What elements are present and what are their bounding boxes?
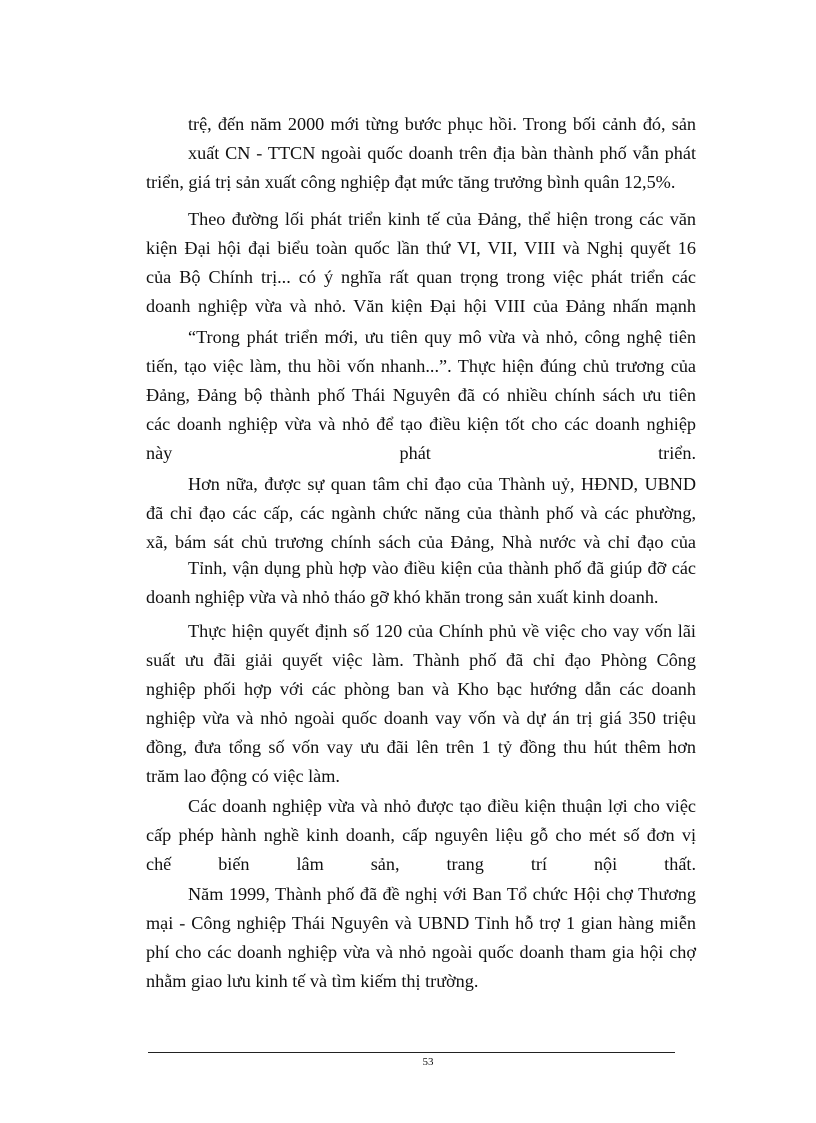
paragraph-4 [146, 470, 696, 557]
paragraph-7 [146, 792, 696, 879]
paragraph-5 [146, 554, 696, 612]
text-line: Hơn nữa, được sự quan tâm chỉ đạo của Thành uỷ, HĐND, UBND [188, 474, 696, 494]
footer-divider [148, 1052, 675, 1053]
text-line: Thực hiện quyết định số 120 của Chính phủ về việc cho vay vốn lãi [188, 621, 696, 641]
text-line: doanh nghiệp vừa và nhỏ tháo gỡ khó khăn trong sản xuất kinh doanh. [146, 587, 659, 607]
text-line: Năm 1999, Thành phố đã đề nghị với Ban Tổ chức Hội chợ Thương [188, 884, 696, 904]
text-line: nghiệp vừa và nhỏ ngoài quốc doanh vay vốn và dự án trị giá 350 triệu [146, 708, 696, 728]
paragraph-8 [146, 880, 696, 996]
text-line: nhằm giao lưu kinh tế và tìm kiếm thị trường. [146, 971, 479, 991]
text-line: xuất CN - TTCN ngoài quốc doanh trên địa bàn thành phố vẫn phát [188, 143, 696, 163]
text-line: tiến, tạo việc làm, thu hồi vốn nhanh...”. Thực hiện đúng chủ trương của [146, 356, 696, 376]
text-line: Tỉnh, vận dụng phù hợp vào điều kiện của thành phố đã giúp đỡ các [188, 558, 696, 578]
text-line: suất ưu đãi giải quyết việc làm. Thành phố đã chỉ đạo Phòng Công [146, 650, 696, 670]
text-line: cấp phép hành nghề kinh doanh, cấp nguyên liệu gỗ cho mét số đơn vị [146, 825, 696, 845]
text-line: phí cho các doanh nghiệp vừa và nhỏ ngoài quốc doanh tham gia hội chợ [146, 942, 696, 962]
text-line: các doanh nghiệp vừa và nhỏ để tạo điều kiện tốt cho các doanh nghiệp [146, 414, 696, 434]
paragraph-2 [146, 205, 696, 321]
text-line: này phát triển. [146, 443, 696, 463]
text-line: Theo đường lối phát triển kinh tế của Đảng, thể hiện trong các văn [188, 209, 696, 229]
text-line: đồng, đưa tổng số vốn vay ưu đãi lên trên 1 tỷ đồng thu hút thêm hơn [146, 737, 696, 757]
text-line: Đảng, Đảng bộ thành phố Thái Nguyên đã có nhiều chính sách ưu tiên [146, 385, 696, 405]
paragraph-6 [146, 617, 696, 791]
text-line: doanh nghiệp vừa và nhỏ. Văn kiện Đại hội VIII của Đảng nhấn mạnh [146, 296, 696, 316]
text-line: đã chỉ đạo các cấp, các ngành chức năng của thành phố và các phường, [146, 503, 696, 523]
text-line: triển, giá trị sản xuất công nghiệp đạt mức tăng trưởng bình quân 12,5%. [146, 172, 676, 192]
text-line: xã, bám sát chủ trương chính sách của Đảng, Nhà nước và chỉ đạo của [146, 532, 696, 552]
text-line: mại - Công nghiệp Thái Nguyên và UBND Tỉnh hỗ trợ 1 gian hàng miễn [146, 913, 696, 933]
paragraph-1 [146, 110, 696, 197]
text-line: chế biến lâm sản, trang trí nội thất. [146, 854, 696, 874]
paragraph-3 [146, 323, 696, 468]
page-number: 53 [422, 1056, 434, 1068]
text-line: “Trong phát triển mới, ưu tiên quy mô vừa và nhỏ, công nghệ tiên [188, 327, 696, 347]
text-line: trăm lao động có việc làm. [146, 766, 340, 786]
text-line: kiện Đại hội đại biểu toàn quốc lần thứ VI, VII, VIII và Nghị quyết 16 [146, 238, 696, 258]
text-line: Các doanh nghiệp vừa và nhỏ được tạo điều kiện thuận lợi cho việc [188, 796, 696, 816]
text-line: nghiệp phối hợp với các phòng ban và Kho bạc hướng dẫn các doanh [146, 679, 696, 699]
text-line: của Bộ Chính trị... có ý nghĩa rất quan trọng trong việc phát triển các [146, 267, 696, 287]
text-line: trệ, đến năm 2000 mới từng bước phục hồi. Trong bối cảnh đó, sản [188, 114, 696, 134]
